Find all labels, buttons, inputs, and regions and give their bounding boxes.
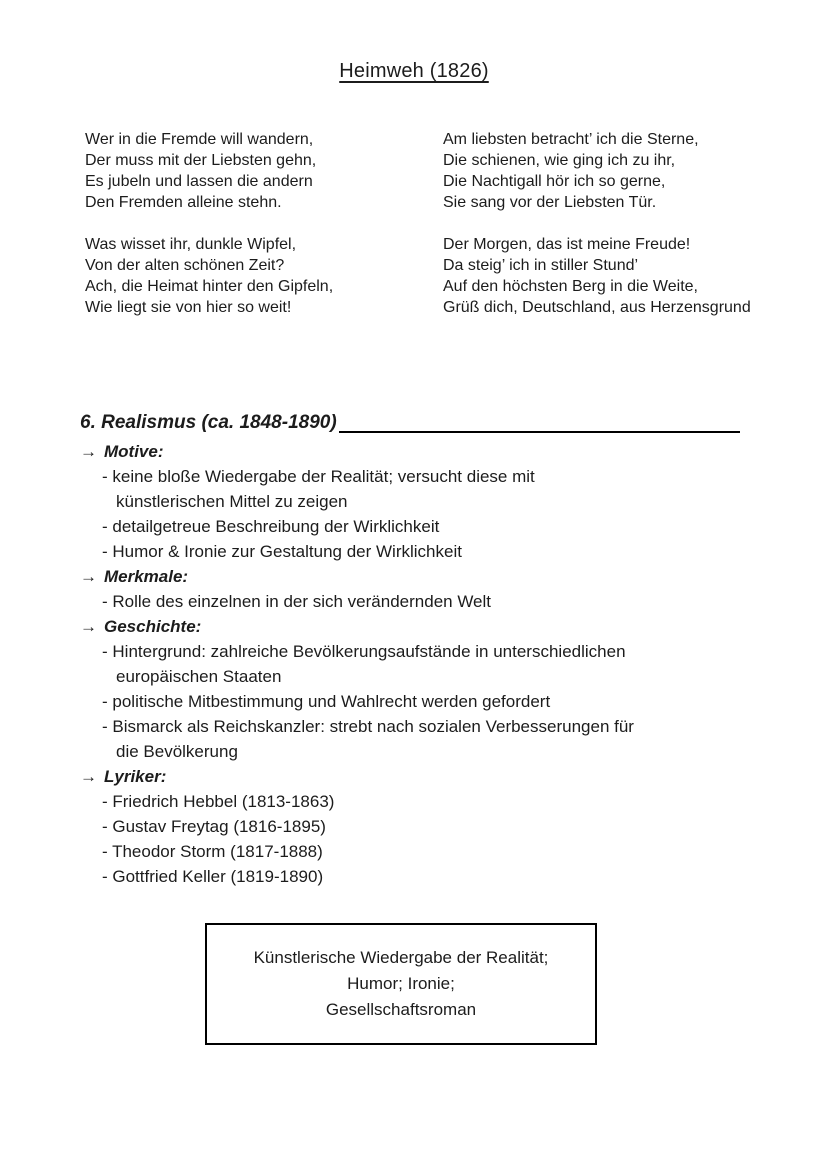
section-heading-text: 6. Realismus (ca. 1848-1890) bbox=[80, 412, 337, 433]
poem-stanza bbox=[443, 129, 828, 213]
section-item-line: - Hintergrund: zahlreiche Bevölkerungsaufstände in unterschiedlichen bbox=[102, 642, 626, 661]
poem-stanza bbox=[85, 129, 443, 213]
poem-stanza bbox=[443, 234, 828, 318]
section-item-line: die Bevölkerung bbox=[116, 742, 238, 761]
arrow-bullet: → bbox=[80, 767, 97, 786]
section-item-line: - detailgetreue Beschreibung der Wirklichkeit bbox=[102, 517, 440, 536]
section-item-line: - Theodor Storm (1817-1888) bbox=[102, 842, 323, 861]
poem-line: Was wisset ihr, dunkle Wipfel, bbox=[85, 236, 297, 253]
box-line: Gesellschaftsroman bbox=[325, 1000, 477, 1019]
section-item-line: - keine bloße Wiedergabe der Realität; versucht diese mit bbox=[102, 467, 535, 486]
poem-line: Wie liegt sie von hier so weit! bbox=[85, 299, 292, 316]
poem-line: Am liebsten betracht’ ich die Sterne, bbox=[443, 131, 699, 148]
section-item-line: künstlerischen Mittel zu zeigen bbox=[116, 492, 348, 511]
poem-line: Den Fremden alleine stehn. bbox=[85, 194, 282, 211]
section-item-line: - Bismarck als Reichskanzler: strebt nach sozialen Verbesserungen für bbox=[102, 717, 634, 736]
poem-line: Wer in die Fremde will wandern, bbox=[85, 131, 314, 148]
section-item-line: - Friedrich Hebbel (1813-1863) bbox=[102, 792, 335, 811]
group-label: Motive: bbox=[104, 442, 164, 461]
group-header bbox=[80, 564, 740, 589]
group-label: Merkmale: bbox=[104, 567, 189, 586]
poem bbox=[85, 129, 828, 339]
poem-line: Auf den höchsten Berg in die Weite, bbox=[443, 278, 698, 295]
poem-line: Es jubeln und lassen die andern bbox=[85, 173, 313, 190]
section-item-line: - Gottfried Keller (1819-1890) bbox=[102, 867, 324, 886]
poem-stanza bbox=[85, 234, 443, 318]
section-realismus bbox=[80, 411, 740, 889]
poem-line: Die Nachtigall hör ich so gerne, bbox=[443, 173, 666, 190]
summary-box bbox=[205, 923, 597, 1045]
poem-line: Die schienen, wie ging ich zu ihr, bbox=[443, 152, 676, 169]
poem-line: Sie sang vor der Liebsten Tür. bbox=[443, 194, 657, 211]
group-header bbox=[80, 439, 740, 464]
poem-line: Der muss mit der Liebsten gehn, bbox=[85, 152, 317, 169]
group-label: Lyriker: bbox=[104, 767, 167, 786]
poem-line: Der Morgen, das ist meine Freude! bbox=[443, 236, 691, 253]
section-item-line: - Humor & Ironie zur Gestaltung der Wirklichkeit bbox=[102, 542, 462, 561]
group-header bbox=[80, 764, 740, 789]
section-item-line: - Rolle des einzelnen in der sich verändernden Welt bbox=[102, 592, 492, 611]
poem-line: Von der alten schönen Zeit? bbox=[85, 257, 285, 274]
box-line: Künstlerische Wiedergabe der Realität; bbox=[253, 948, 549, 967]
box-line: Humor; Ironie; bbox=[347, 974, 455, 993]
section-item-line: - Gustav Freytag (1816-1895) bbox=[102, 817, 326, 836]
section-groups bbox=[80, 439, 740, 889]
poem-column-left bbox=[85, 129, 443, 339]
arrow-bullet: → bbox=[80, 442, 97, 461]
poem-line: Da steig’ ich in stiller Stund’ bbox=[443, 257, 639, 274]
page-title: Heimweh (1826) bbox=[339, 60, 489, 82]
section-item-line: - politische Mitbestimmung und Wahlrecht werden gefordert bbox=[102, 692, 551, 711]
group-header bbox=[80, 614, 740, 639]
section-heading bbox=[80, 411, 740, 435]
arrow-bullet: → bbox=[80, 617, 97, 636]
poem-line: Grüß dich, Deutschland, aus Herzensgrund bbox=[443, 299, 751, 316]
poem-column-right bbox=[443, 129, 828, 339]
arrow-bullet: → bbox=[80, 567, 97, 586]
section-item-line: europäischen Staaten bbox=[116, 667, 282, 686]
heading-underline-rule bbox=[339, 431, 740, 433]
poem-line: Ach, die Heimat hinter den Gipfeln, bbox=[85, 278, 334, 295]
group-label: Geschichte: bbox=[104, 617, 202, 636]
